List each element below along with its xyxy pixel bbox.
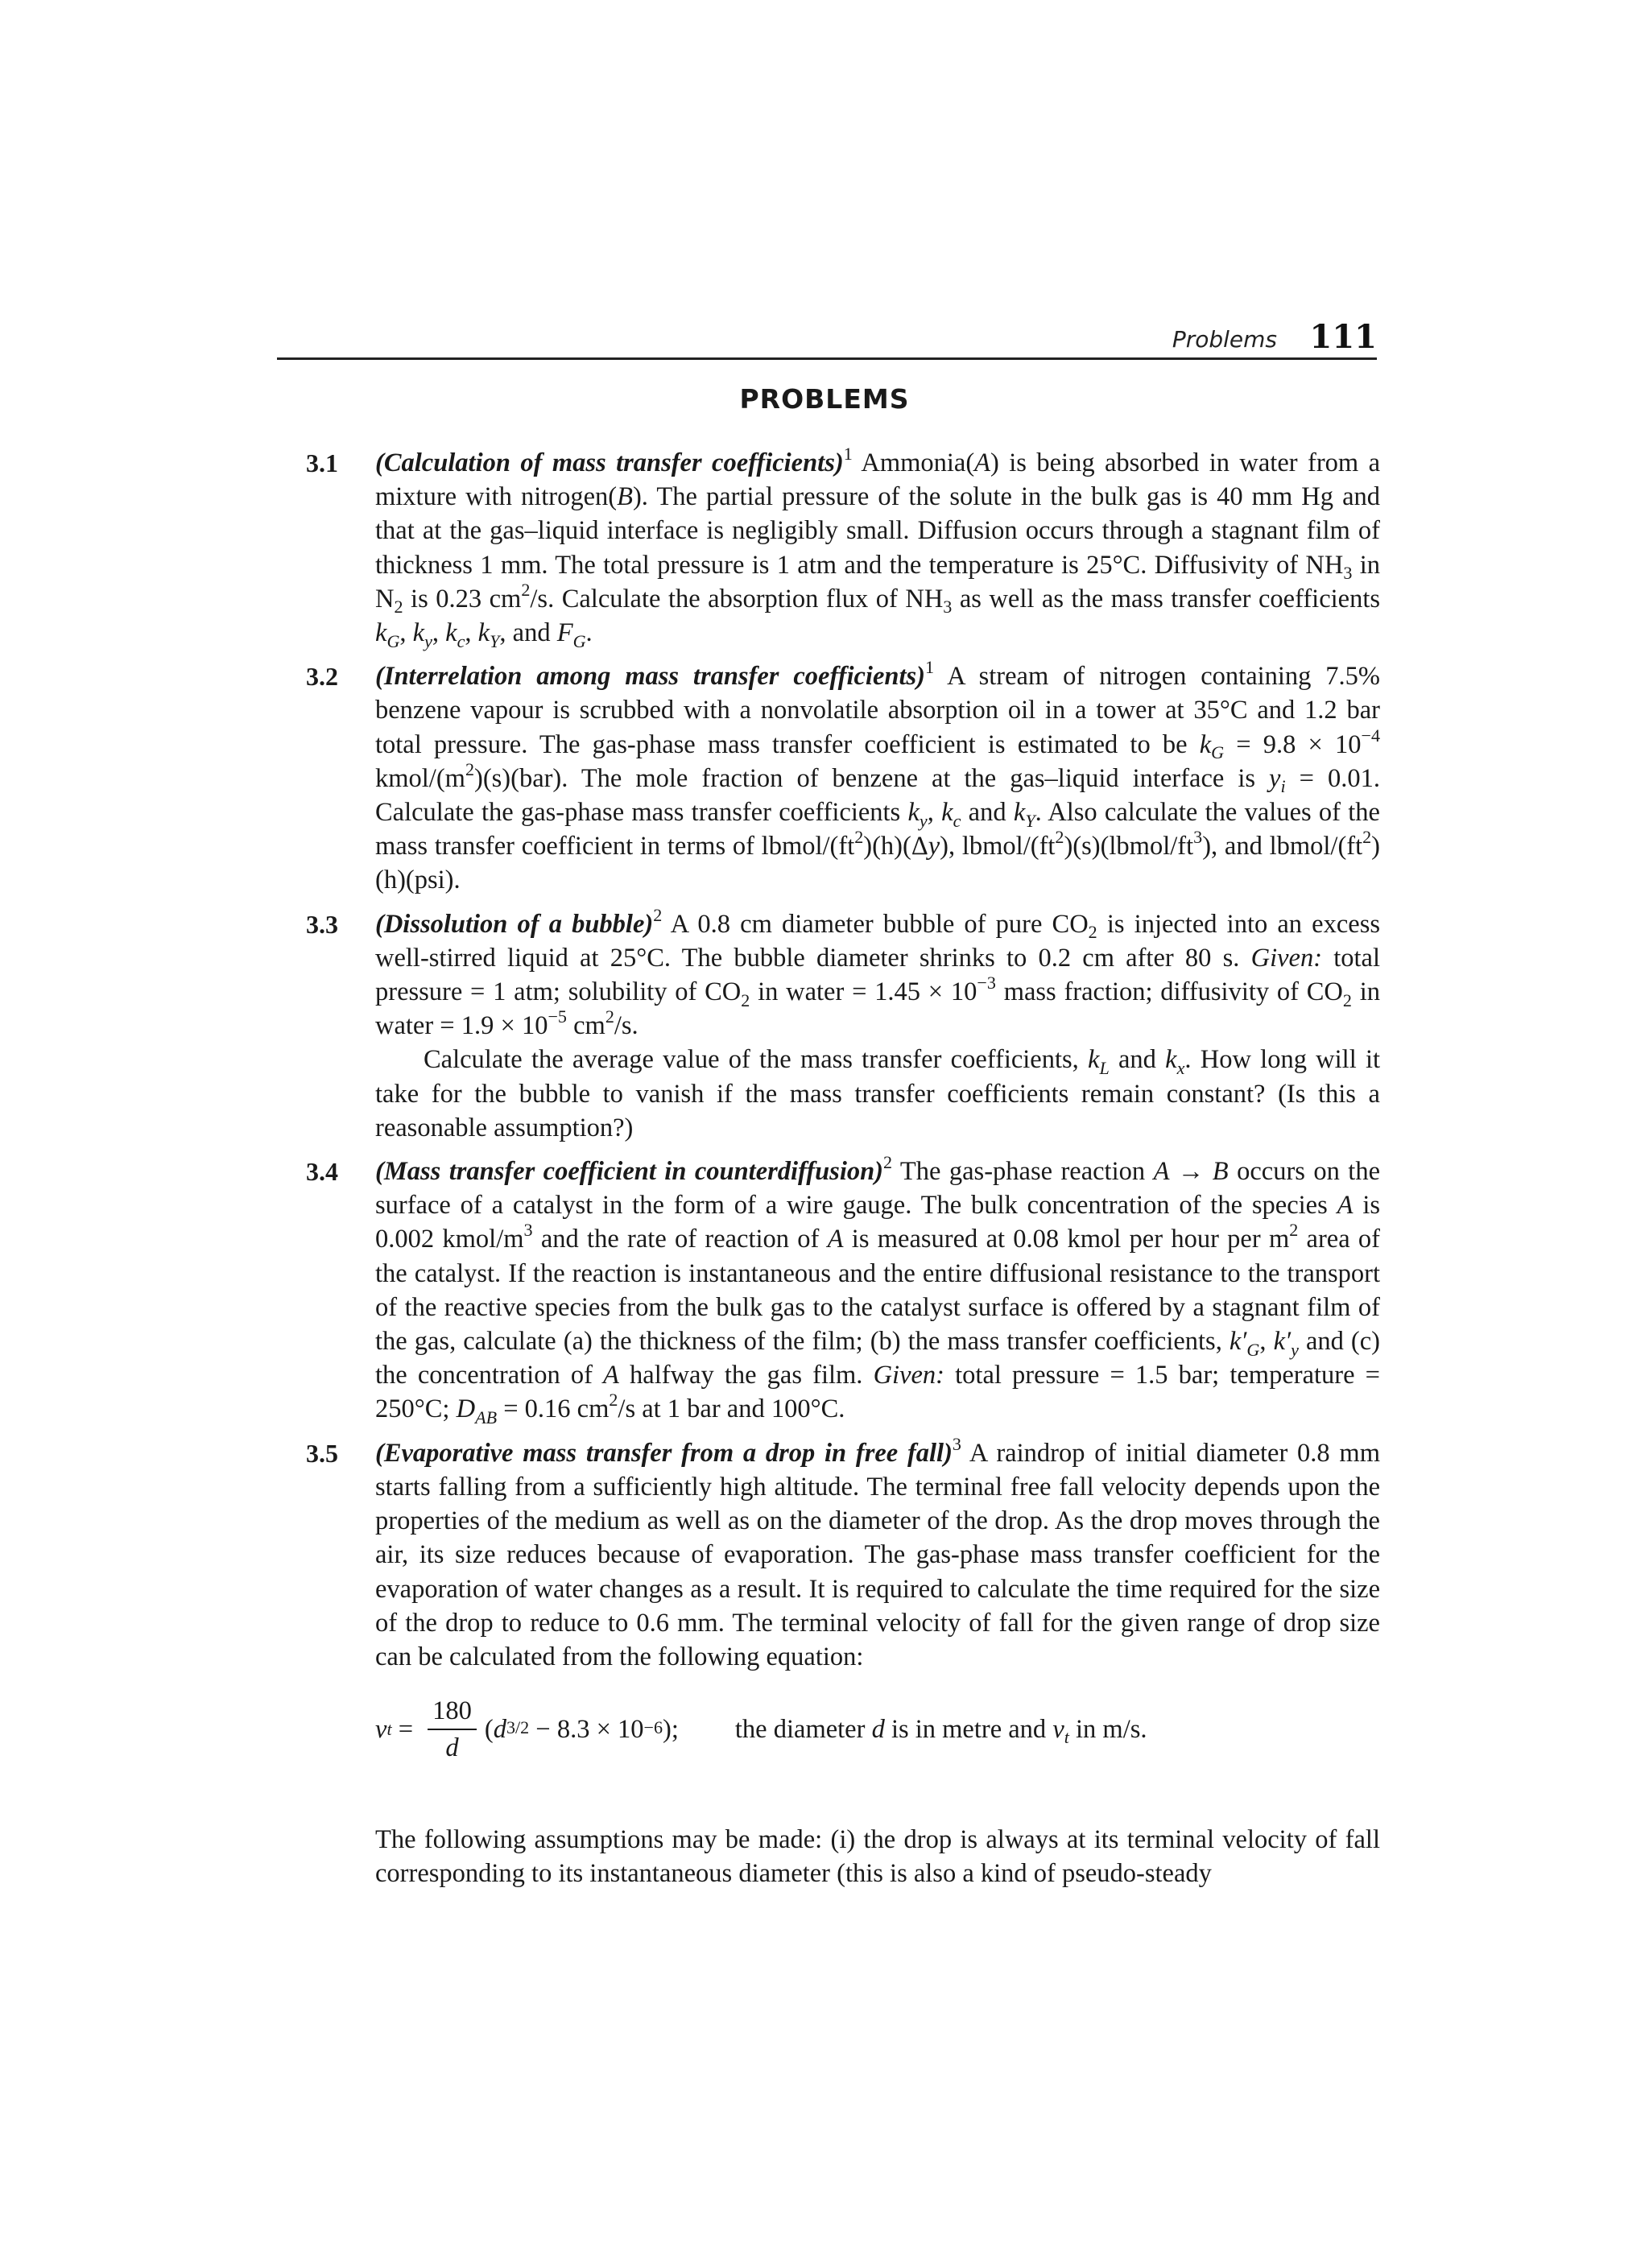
running-title: Problems — [1172, 326, 1277, 353]
text: Ammonia( — [852, 448, 975, 477]
subscript: L — [1099, 1057, 1110, 1078]
text: is measured at 0.08 kmol per hour per m — [843, 1225, 1290, 1254]
text: the diameter — [734, 1714, 872, 1744]
subscript: x — [1176, 1057, 1185, 1078]
symbol: k — [1199, 729, 1212, 759]
problem-text — [375, 659, 1380, 897]
symbol: y — [1269, 763, 1281, 793]
superscript: 3 — [523, 1220, 533, 1241]
footnote-ref: 3 — [952, 1433, 961, 1454]
symbol: F — [556, 618, 573, 648]
text: total pressure = 1 atm; solubility of CO — [375, 943, 1380, 1007]
superscript: 2 — [1362, 827, 1372, 848]
symbol: d — [871, 1714, 885, 1744]
symbol: d — [493, 1714, 506, 1744]
subscript: G — [386, 630, 400, 651]
symbol: A — [1153, 1157, 1170, 1187]
text: in m/s. — [1068, 1714, 1147, 1744]
problem-text — [375, 1433, 1380, 1674]
subscript: 2 — [1088, 922, 1097, 943]
numerator: 180 — [428, 1693, 477, 1730]
subscript: AB — [475, 1407, 498, 1427]
subscript: y — [424, 630, 432, 651]
text: )(s)(lbmol/ft — [1064, 832, 1194, 861]
text: = 9.8 × 10 — [1224, 729, 1362, 759]
symbol: D — [456, 1394, 476, 1424]
text: in N — [375, 550, 1380, 613]
symbol: k — [477, 618, 490, 648]
text: A 0.8 cm diameter bubble of pure CO — [662, 909, 1089, 939]
text: and — [1109, 1045, 1166, 1075]
text: , — [399, 618, 413, 648]
subscript: G — [1211, 742, 1225, 763]
text: ), and lbmol/(ft — [1202, 832, 1363, 861]
problem-title: (Interrelation among mass transfer coefficients) — [375, 662, 925, 692]
page-header — [277, 316, 1377, 360]
arrow-symbol: → — [1169, 1157, 1213, 1187]
superscript: 2 — [854, 827, 864, 848]
text: A raindrop of initial diameter 0.8 mm starts falling from a sufficiently high altitude. The terminal free fall velocity depends upon the properties of the medium as well as on the diameter of the drop. As the drop moves through the air, its size reduces because of evaporation. The gas-phase mass transfer coefficient for the evaporation of water changes as a result. It is required to calculate the time required for the size of the drop to reduce to 0.6 mm. The terminal velocity of fall for the given range of drop size can be calculated from the following equation: — [375, 1438, 1380, 1671]
superscript: 2 — [1289, 1220, 1299, 1241]
superscript: 3 — [1193, 827, 1203, 848]
subscript: 2 — [741, 989, 750, 1010]
symbol: k — [1013, 798, 1026, 828]
symbol: k — [907, 798, 920, 828]
problem-title: (Dissolution of a bubble) — [375, 909, 654, 939]
text: cm — [566, 1011, 605, 1041]
given-label: Given: — [1250, 943, 1323, 973]
subscript: Y — [490, 630, 500, 651]
text: in water = 1.9 × 10 — [375, 977, 1380, 1041]
section-heading: PROBLEMS — [739, 383, 910, 415]
problem-3-4 — [306, 1152, 1381, 1427]
subscript: G — [572, 630, 586, 651]
subscript: y — [1291, 1339, 1299, 1360]
problem-number: 3.3 — [306, 909, 338, 939]
text: and the rate of reaction of — [532, 1225, 828, 1254]
superscript: 2 — [1055, 827, 1064, 848]
text: = 0.16 cm — [497, 1394, 610, 1424]
text: Calculate the average value of the mass transfer coefficients, — [424, 1045, 1089, 1075]
problem-3-2 — [306, 659, 1380, 897]
given-label: Given: — [873, 1361, 944, 1390]
problem-number: 3.4 — [306, 1157, 338, 1187]
subscript: 3 — [1343, 563, 1353, 584]
text: area of the catalyst. If the reaction is instantaneous and the entire diffusional resistance to the transport of the reactive species from the bulk gas to the catalyst surface is offered by a stagnant film of the gas, calculate (a) the thickness of the film; (b) the mass transfer coefficients, — [375, 1225, 1381, 1357]
text: is 0.002 kmol/m — [375, 1191, 1380, 1254]
text: The gas-phase reaction — [892, 1157, 1154, 1187]
subscript: c — [457, 630, 465, 651]
symbol: y — [928, 832, 940, 861]
text: . Also calculate the values of the mass transfer coefficient in terms of lbmol/(ft — [375, 798, 1380, 861]
text: A stream of nitrogen containing 7.5% benzene vapour is scrubbed with a nonvolatile absorption oil in a tower at 35°C and 1.2 bar total pressure. The gas-phase mass transfer coefficient is estimated to be — [375, 662, 1380, 759]
problem-text — [375, 1152, 1381, 1427]
text: )(s)(bar). The mole fraction of benzene at the gas–liquid interface is — [474, 763, 1270, 793]
symbol: v — [375, 1714, 387, 1744]
text: and (c) the concentration of — [375, 1327, 1381, 1390]
text: is injected into an excess well-stirred liquid at 25°C. The bubble diameter shrinks to 0.2 cm after 80 s. — [375, 909, 1380, 973]
text: /s. Calculate the absorption flux of NH — [530, 584, 944, 613]
symbol: A — [603, 1361, 619, 1390]
problem-3-3 — [306, 904, 1381, 1145]
terminal-velocity-equation: v t = $\frac{180}{d}$ ( d $^{3/2}$ − 8.3 × 10 $^{-6}$ ); the diameter d is in metre and $v_t$ in m/s. — [375, 1685, 1380, 1774]
text: /s. — [614, 1011, 639, 1041]
problem-number: 3.5 — [306, 1438, 338, 1468]
superscript: 2 — [605, 1006, 614, 1027]
equals-sign: = — [391, 1714, 420, 1744]
symbol: k — [375, 618, 387, 648]
text: , and — [499, 618, 557, 648]
subscript: Y — [1025, 810, 1035, 831]
problem-title: (Evaporative mass transfer from a drop in free fall) — [375, 1438, 953, 1468]
text: ), lbmol/(ft — [940, 832, 1056, 861]
text: occurs on the surface of a catalyst in the form of a wire gauge. The bulk concentration of the species — [375, 1157, 1380, 1221]
subscript: c — [953, 810, 961, 831]
text: . How long will it take for the bubble to vanish if the mass transfer coefficients remain constant? (Is this a reasonable assumption?) — [375, 1045, 1381, 1142]
superscript: −4 — [1361, 725, 1380, 746]
symbol: k′ — [1273, 1327, 1292, 1357]
problem-question — [375, 1043, 1380, 1145]
subscript: t — [1064, 1727, 1069, 1748]
symbol: k — [941, 798, 953, 828]
equation-note — [734, 1714, 1147, 1748]
subscript: 2 — [394, 597, 403, 618]
page-number: 111 — [1309, 318, 1377, 356]
problem-title: (Calculation of mass transfer coefficients) — [375, 448, 844, 477]
superscript: −3 — [977, 973, 996, 994]
superscript: 2 — [609, 1390, 618, 1411]
problem-3-1 — [306, 443, 1381, 651]
symbol: B — [617, 482, 633, 512]
problem-number: 3.1 — [306, 448, 338, 477]
text: ) is being absorbed in water from a mixture with nitrogen( — [375, 448, 1381, 512]
text: − 8.3 × 10 — [529, 1714, 644, 1744]
subscript: 2 — [1342, 989, 1352, 1010]
text: , — [927, 798, 942, 828]
symbol: A — [1337, 1191, 1354, 1221]
symbol: B — [1212, 1157, 1229, 1187]
subscript: y — [919, 810, 928, 831]
superscript: −5 — [548, 1006, 567, 1027]
problem-text — [375, 443, 1381, 651]
text: , — [1259, 1327, 1274, 1357]
text: halfway the gas film. — [618, 1361, 874, 1390]
text: ). The partial pressure of the solute in the bulk gas is 40 mm Hg and that at the gas–liquid interface is negligibly small. Diffusion occurs through a stagnant film of thickness 1 mm. The total pressure is 1 atm and the temperature is 25°C. Diffusivity of NH — [375, 482, 1380, 580]
subscript: i — [1280, 776, 1286, 797]
superscript: 2 — [521, 579, 531, 600]
problem-title: (Mass transfer coefficient in counterdiffusion) — [375, 1157, 884, 1187]
symbol: A — [974, 448, 991, 477]
symbol: k — [412, 618, 425, 648]
text: , — [465, 618, 478, 648]
text: ( — [484, 1714, 494, 1744]
text: is 0.23 cm — [403, 584, 522, 613]
text: )(h)(psi). — [375, 832, 1380, 895]
subscript: 3 — [943, 597, 953, 618]
text: ); — [663, 1714, 679, 1744]
footnote-ref: 2 — [883, 1152, 893, 1173]
subscript: G — [1246, 1339, 1260, 1360]
text: . — [585, 618, 593, 648]
footnote-ref: 1 — [843, 443, 853, 464]
problem-number: 3.2 — [306, 662, 338, 692]
symbol: k — [1165, 1045, 1177, 1075]
text: /s at 1 bar and 100°C. — [618, 1394, 845, 1424]
text: )(h)(Δ — [863, 832, 928, 861]
text: = 0.01. Calculate the gas-phase mass transfer coefficients — [375, 763, 1380, 828]
problem-list — [306, 443, 1381, 1783]
problem-text — [375, 904, 1380, 1043]
text: and — [961, 798, 1014, 828]
symbol: v — [1052, 1714, 1064, 1744]
denominator: d — [445, 1733, 459, 1763]
footnote-ref: 1 — [924, 657, 935, 678]
text: kmol/(m — [375, 763, 465, 793]
fraction — [428, 1693, 477, 1766]
text: as well as the mass transfer coefficients — [952, 584, 1381, 613]
symbol: k — [445, 618, 457, 648]
text: mass fraction; diffusivity of CO — [995, 977, 1343, 1007]
symbol: k — [1088, 1045, 1100, 1075]
continuation-text: The following assumptions may be made: (i) the drop is always at its terminal velocity of fall corresponding to its instantaneous diameter (this is also a kind of pseudo-steady — [375, 1825, 1380, 1889]
text: , — [432, 618, 446, 648]
footnote-ref: 2 — [653, 904, 663, 925]
symbol: A — [827, 1225, 844, 1254]
text: is in metre and — [884, 1714, 1053, 1744]
text: in water = 1.45 × 10 — [750, 977, 977, 1007]
superscript: 2 — [465, 758, 474, 779]
symbol: k′ — [1229, 1327, 1247, 1357]
problem-3-5 — [306, 1433, 1380, 1774]
text: total pressure = 1.5 bar; temperature = 250°C; — [375, 1361, 1380, 1424]
